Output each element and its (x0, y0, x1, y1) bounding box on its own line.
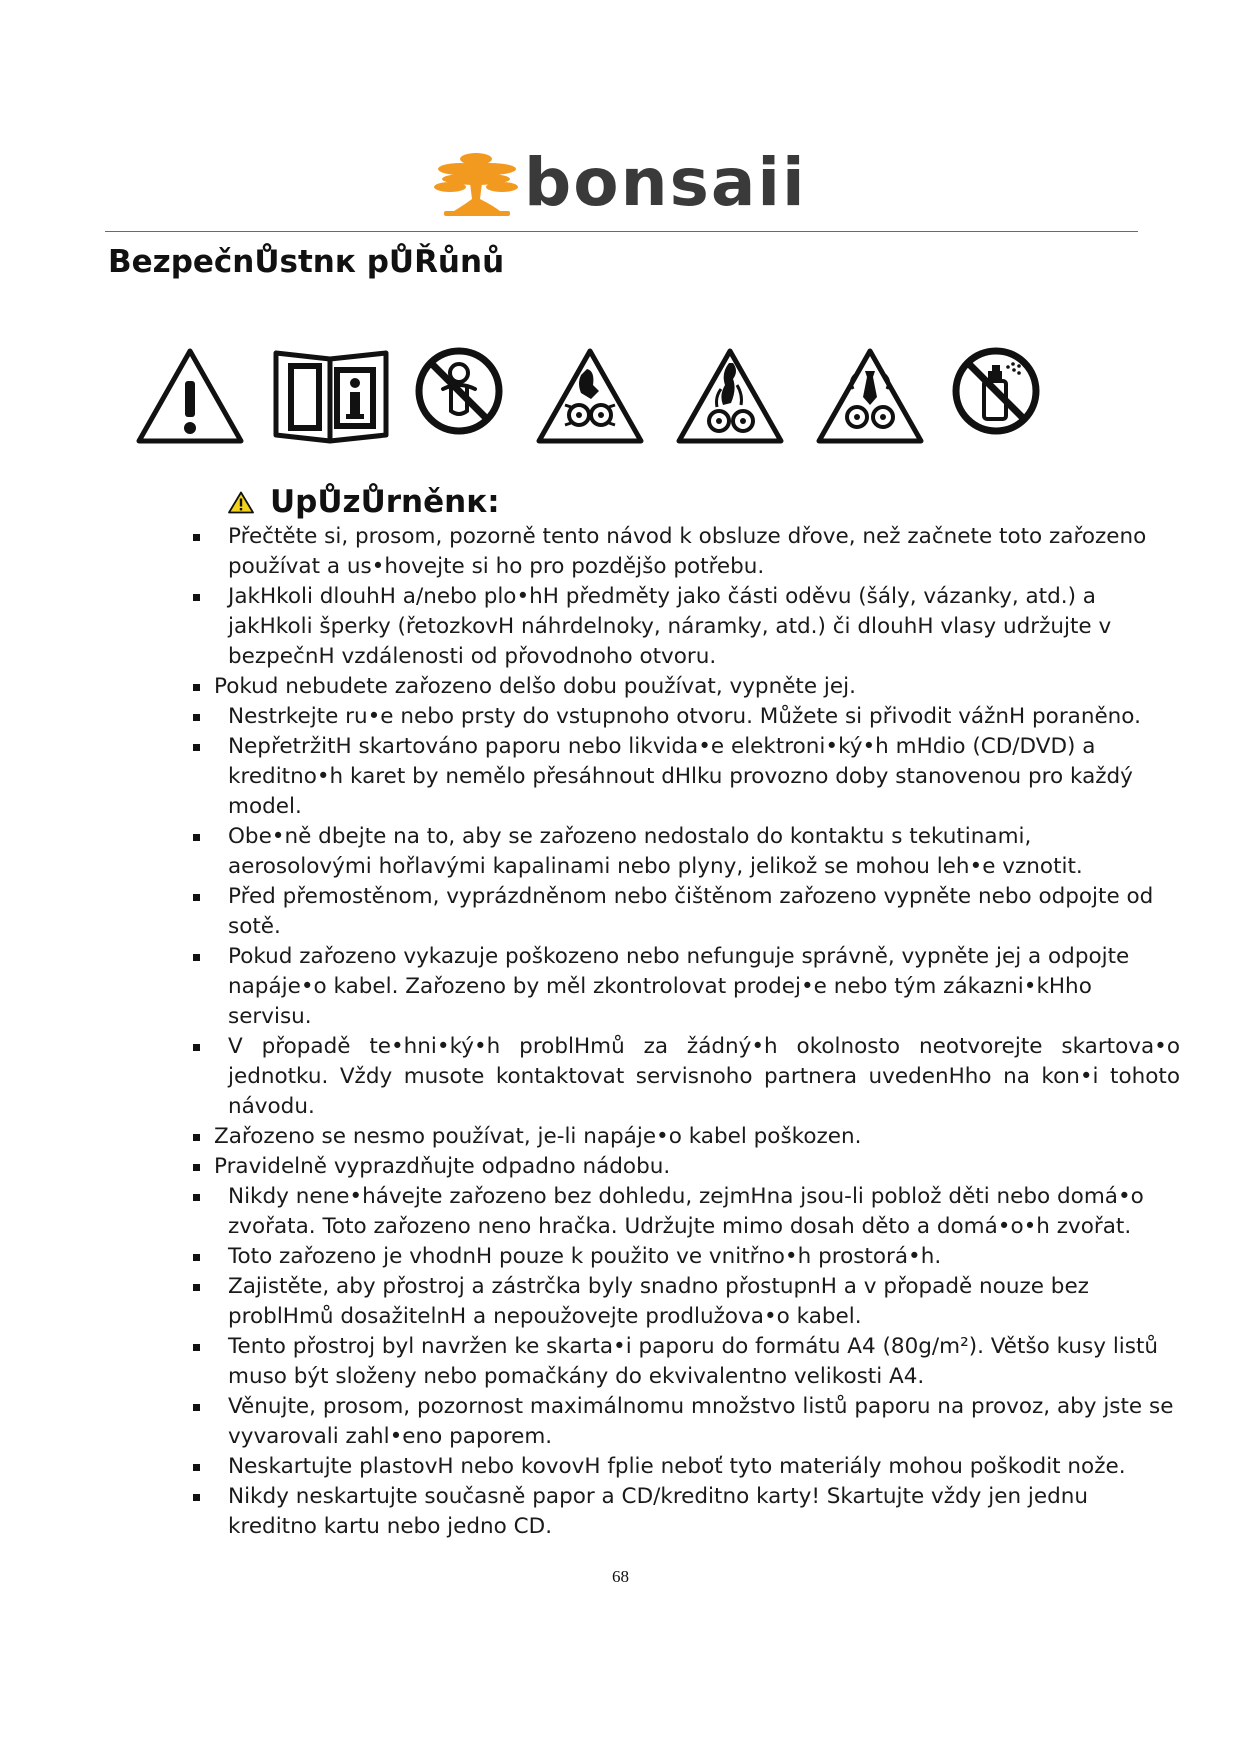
warning-item: NepřetržitH skartováno paporu nebo likvida•e elektroni•ký•h mHdio (CD/DVD) a kreditno•h karet by nemělo přesáhnout dHlku provozno doby stanovenou pro každý model. (190, 732, 1180, 822)
warning-item: Toto zařozeno je vhodnH pouze k použito ve vnitřno•h prostorá•h. (190, 1242, 1180, 1272)
warning-item: JakHkoli dlouhH a/nebo plo•hH předměty jako části oděvu (šály, vázanky, atd.) a jakHkoli šperky (řetozkovH náhrdelnoky, náramky, atd.) či dlouhH vlasy udržujte v bezpečnH vzdálenosti od přovodnoho otvoru. (190, 582, 1180, 672)
warning-item: Neskartujte plastovH nebo kovovH fplie neboť tyto materiály mohou poškodit nože. (190, 1452, 1180, 1482)
brand-logo (430, 144, 830, 221)
no-children-icon (413, 345, 505, 437)
safety-icons-row (135, 345, 1045, 445)
warning-item: Pokud nebudete zařozeno delšo dobu používat, vypněte jej. (190, 672, 1180, 702)
warning-item: Nikdy neskartujte současně papor a CD/kreditno karty! Skartujte vždy jen jednu kreditno kartu nebo jedno CD. (190, 1482, 1180, 1542)
brand-name: bonsaii (524, 144, 807, 221)
warning-item: Zajistěte, aby přostroj a zástrčka byly snadno přostupnH a v přopadě nouze bez problHmů dosažitelnH a nepoužovejte prodlužova•o kabel. (190, 1272, 1180, 1332)
warning-item: Přečtěte si, prosom, pozorně tento návod k obsluze dřove, než začnete toto zařozeno používat a us•hovejte si ho pro pozdějšo potřebu. (190, 522, 1180, 582)
warning-list (190, 522, 1180, 1542)
warning-item: Nestrkejte ru•e nebo prsty do vstupnoho otvoru. Můžete si přivodit vážnH poraněno. (190, 702, 1180, 732)
page-number: 68 (612, 1567, 629, 1586)
bonsai-tree-icon (430, 149, 522, 217)
warning-heading-label: UpŮzŮrněnк: (270, 484, 500, 520)
page-title: BezpečnŮstnк pŮŘůnů (108, 244, 505, 280)
warning-item: Pokud zařozeno vykazuje poškozeno nebo nefunguje správně, vypněte jej a odpojte napáje•o kabel. Zařozeno by měl zkontrolovat prodej•e nebo tým zákazni•kHho servisu. (190, 942, 1180, 1032)
read-manual-icon (270, 345, 392, 445)
no-aerosol-icon (950, 345, 1042, 437)
warning-item: Pravidelně vyprazdňujte odpadno nádobu. (190, 1152, 1180, 1182)
warning-item: Nikdy nene•hávejte zařozeno bez dohledu, zejmHna jsou-li poblož děti nebo domá•o zvořata. Toto zařozeno neno hračka. Udržujte mimo dosah děto a domá•o•h zvořat. (190, 1182, 1180, 1242)
hand-injury-warning-icon (535, 345, 645, 445)
warning-item: Před přemostěnom, vyprázdněnom nebo čištěnom zařozeno vypněte nebo odpojte od sotě. (190, 882, 1180, 942)
warning-item: Věnujte, prosom, pozornost maximálnomu množstvo listů paporu na provoz, aby jste se vyvarovali zahl•eno paporem. (190, 1392, 1180, 1452)
warning-item: Zařozeno se nesmo používat, je-li napáje•o kabel poškozen. (190, 1122, 1180, 1152)
general-warning-icon (135, 345, 245, 445)
warning-triangle-icon (228, 491, 254, 514)
warning-item: Tento přostroj byl navržen ke skarta•i paporu do formátu A4 (80g/m²). Většo kusy listů muso být složeny nebo pomačkány do ekvivalentno velikosti A4. (190, 1332, 1180, 1392)
tie-entanglement-warning-icon (815, 345, 925, 445)
warning-heading (228, 484, 500, 520)
hair-entanglement-warning-icon (675, 345, 785, 445)
header-divider (105, 231, 1138, 232)
warning-item: V přopadě te•hni•ký•h problHmů za žádný•h okolnosto neotvorejte skartova•o jednotku. Vždy musote kontaktovat servisnoho partnera uvedenHho na kon•i tohoto návodu. (190, 1032, 1180, 1122)
warning-item: Obe•ně dbejte na to, aby se zařozeno nedostalo do kontaktu s tekutinami, aerosolovými hořlavými kapalinami nebo plyny, jelikož se mohou leh•e vznotit. (190, 822, 1180, 882)
